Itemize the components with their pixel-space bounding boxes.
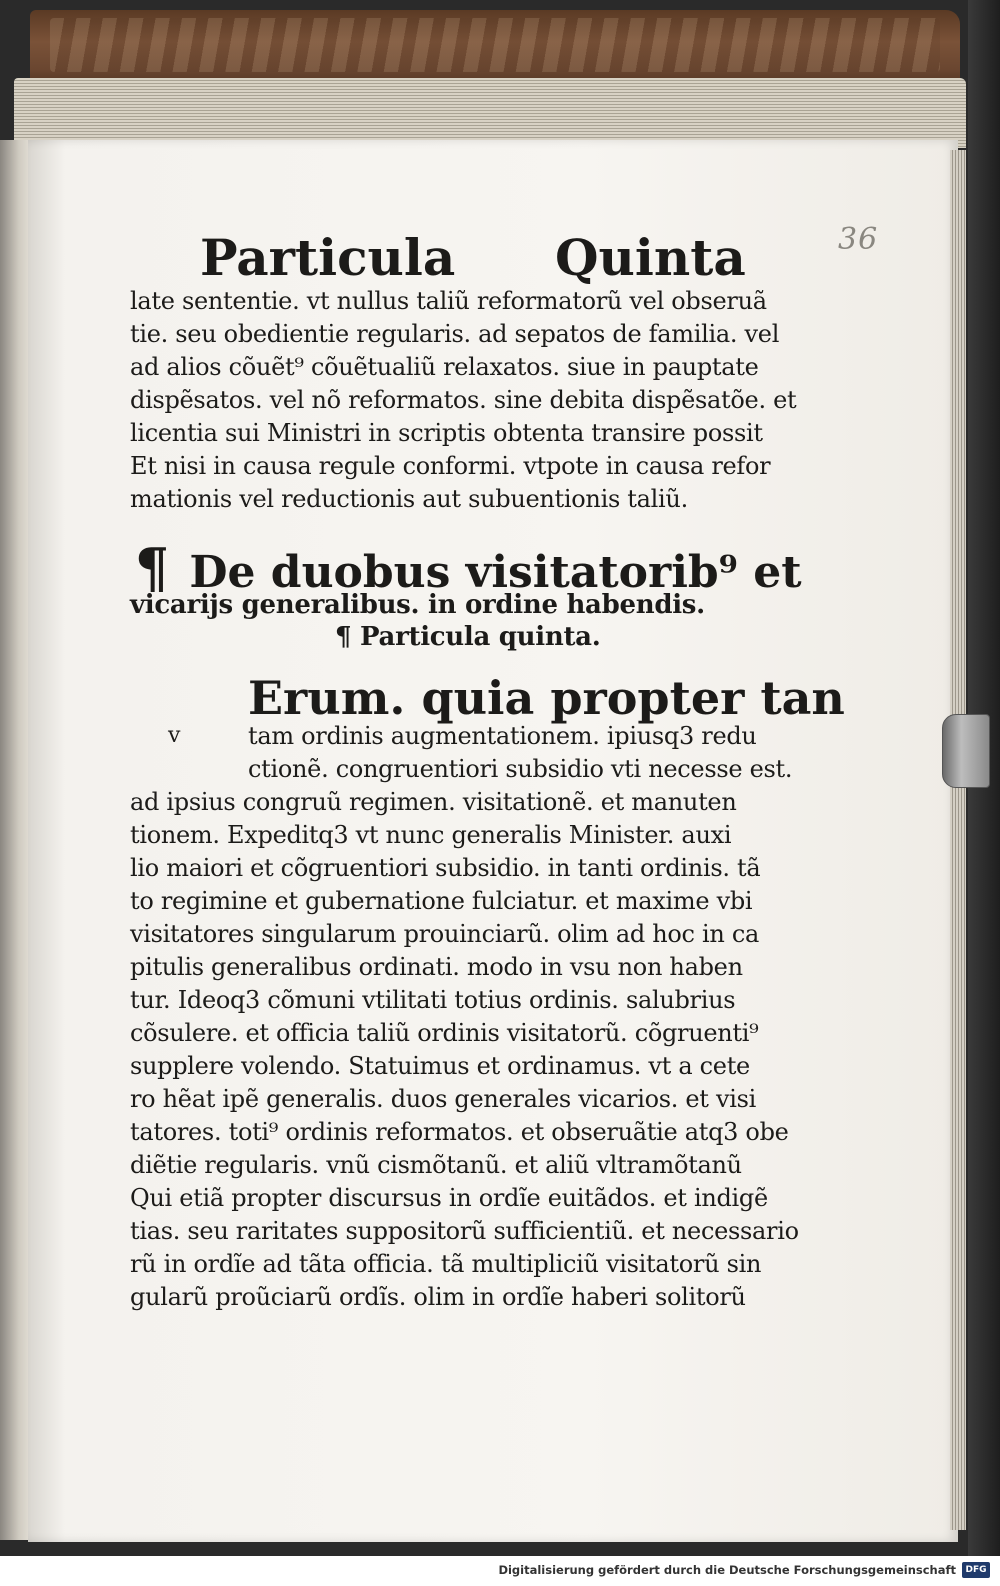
para1-line: late sententie. vt nullus taliũ reformatorũ vel obseruã	[130, 287, 767, 315]
page-stack-right	[950, 150, 966, 1530]
para1-line: tie. seu obedientie regularis. ad sepatos de familia. vel	[130, 320, 780, 348]
credit-bar	[0, 1556, 1000, 1586]
para2-line: supplere volendo. Statuimus et ordinamus. vt a cete	[130, 1052, 750, 1080]
section-heading-line3: ¶ Particula quinta.	[335, 622, 601, 652]
page-stack-top	[14, 78, 966, 148]
book-clip	[942, 714, 990, 788]
para1-line: ad alios cõuẽt⁹ cõuẽtualiũ relaxatos. siue in pauptate	[130, 353, 759, 381]
section-heading-line1: ¶ De duobus visitatorib⁹ et	[130, 538, 802, 603]
folio-number: 36	[838, 222, 879, 257]
para2-line: gularũ proũciarũ ordĩs. olim in ordĩe haberi solitorũ	[130, 1283, 746, 1311]
para2-line: tionem. Expeditq3 vt nunc generalis Minister. auxi	[130, 821, 732, 849]
para2-line: visitatores singularum prouinciarũ. olim ad hoc in ca	[130, 920, 760, 948]
heading-right: Quinta	[555, 228, 746, 287]
pilcrow-icon: ¶	[134, 536, 170, 600]
para1-line: licentia sui Ministri in scriptis obtenta transire possit	[130, 419, 763, 447]
para2-line: cõsulere. et officia taliũ ordinis visitatorũ. cõgruenti⁹	[130, 1019, 759, 1047]
para2-line: pitulis generalibus ordinati. modo in vsu non haben	[130, 953, 743, 981]
para2-line: tam ordinis augmentationem. ipiusq3 redu	[248, 722, 757, 750]
para2-line: lio maiori et cõgruentiori subsidio. in tanti ordinis. tã	[130, 854, 761, 882]
para2-line: to regimine et gubernatione fulciatur. et maxime vbi	[130, 887, 753, 915]
section-heading-line2: vicarijs generalibus. in ordine habendis.	[130, 590, 705, 620]
credit-text: Digitalisierung gefördert durch die Deutsche Forschungsgemeinschaft	[498, 1563, 956, 1577]
para2-first-line: Erum. quia propter tan	[248, 671, 845, 725]
para2-line: diẽtie regularis. vnũ cismõtanũ. et aliũ vltramõtanũ	[130, 1151, 742, 1179]
initial-letter-marker: v	[168, 723, 181, 748]
para2-line: rũ in ordĩe ad tãta officia. tã multipliciũ visitatorũ sin	[130, 1250, 762, 1278]
dfg-logo: DFG	[962, 1562, 990, 1578]
para1-line: Et nisi in causa regule conformi. vtpote in causa refor	[130, 452, 771, 480]
heading-left: Particula	[200, 228, 456, 287]
para2-line: ctionẽ. congruentiori subsidio vti necesse est.	[248, 755, 793, 783]
para2-line: tatores. toti⁹ ordinis reformatos. et obseruãtie atq3 obe	[130, 1118, 789, 1146]
para2-line: tias. seu raritates suppositorũ sufficientiũ. et necessario	[130, 1217, 799, 1245]
para2-line: tur. Ideoq3 cõmuni vtilitati totius ordinis. salubrius	[130, 986, 736, 1014]
para2-line: Qui etiã propter discursus in ordĩe euitãdos. et indigẽ	[130, 1184, 768, 1212]
para1-line: dispẽsatos. vel nõ reformatos. sine debita dispẽsatõe. et	[130, 386, 797, 414]
para2-line: ad ipsius congruũ regimen. visitationẽ. et manuten	[130, 788, 737, 816]
para2-line: ro hẽat ipẽ generalis. duos generales vicarios. et visi	[130, 1085, 757, 1113]
para1-line: mationis vel reductionis aut subuentionis taliũ.	[130, 485, 688, 513]
